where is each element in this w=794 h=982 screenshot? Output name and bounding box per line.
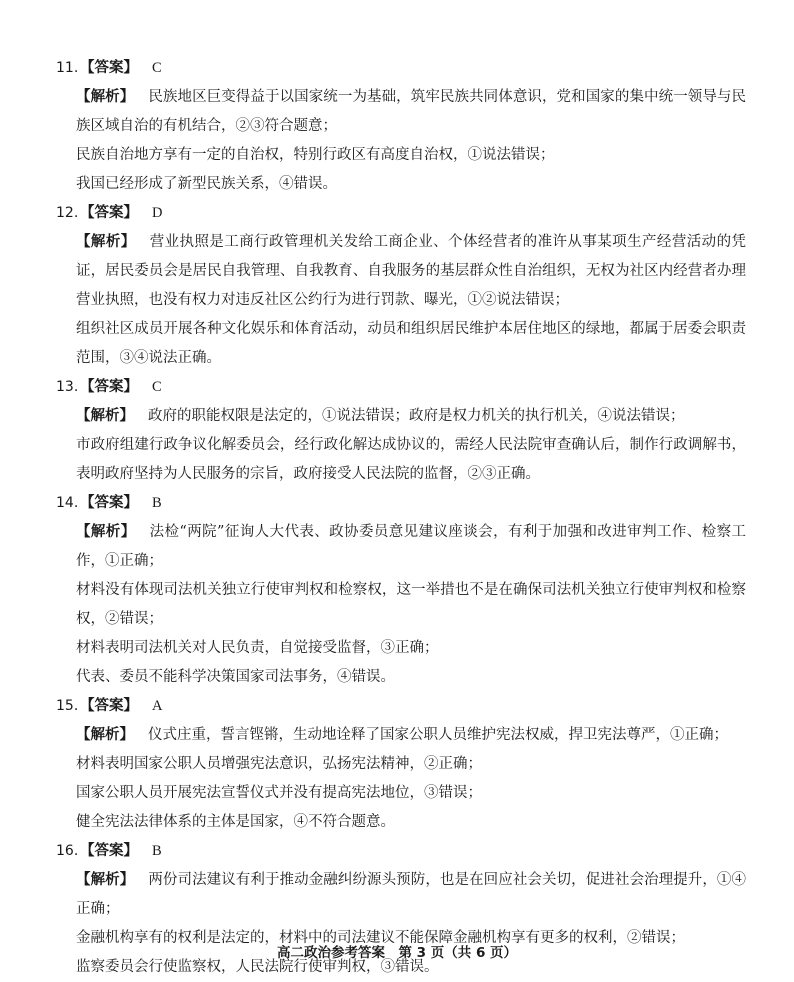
page-footer: 高二政治参考答案 第 3 页（共 6 页）	[276, 945, 518, 961]
question-number: 13.	[56, 379, 79, 395]
analysis-paragraph	[56, 402, 746, 431]
answer-row	[56, 837, 746, 866]
answer-label: 【答案】	[80, 205, 138, 221]
analysis-paragraph	[56, 779, 746, 808]
analysis-text: 金融机构享有的权利是法定的，材料中的司法建议不能保障金融机构享有更多的权利，②错误；	[76, 930, 685, 946]
answer-row	[56, 199, 746, 228]
question-block	[56, 54, 746, 199]
analysis-label: 【解析】	[76, 524, 136, 540]
analysis-paragraph	[56, 228, 746, 315]
analysis-paragraph	[56, 315, 746, 373]
answer-choice: A	[152, 698, 163, 714]
answer-label: 【答案】	[80, 698, 138, 714]
analysis-text: 健全宪法法律体系的主体是国家，④不符合题意。	[76, 814, 395, 830]
question-number: 11.	[56, 60, 79, 76]
analysis-text: 材料表明司法机关对人民负责，自觉接受监督，③正确；	[76, 640, 439, 656]
analysis-label: 【解析】	[76, 234, 136, 250]
answer-row	[56, 373, 746, 402]
analysis-text: 国家公职人员开展宪法宣誓仪式并没有提高宪法地位，③错误；	[76, 785, 482, 801]
answer-row	[56, 692, 746, 721]
analysis-label: 【解析】	[76, 872, 135, 888]
answer-list	[56, 54, 746, 982]
analysis-paragraph	[56, 634, 746, 663]
question-number: 14.	[56, 495, 79, 511]
analysis-paragraph	[56, 170, 746, 199]
analysis-paragraph	[56, 750, 746, 779]
answer-row	[56, 489, 746, 518]
analysis-text: 材料表明国家公职人员增强宪法意识，弘扬宪法精神，②正确；	[76, 756, 482, 772]
analysis-paragraph	[56, 518, 746, 576]
answer-choice: D	[152, 205, 163, 221]
analysis-text: 代表、委员不能科学决策国家司法事务，④错误。	[76, 669, 395, 685]
answer-choice: B	[152, 843, 162, 859]
analysis-label: 【解析】	[76, 408, 134, 424]
analysis-label: 【解析】	[76, 727, 134, 743]
question-number: 12.	[56, 205, 79, 221]
analysis-text: 民族地区巨变得益于以国家统一为基础，筑牢民族共同体意识，党和国家的集中统一领导与民族区域自治的有机结合，②③符合题意；	[76, 89, 747, 134]
question-block	[56, 692, 746, 837]
analysis-paragraph	[56, 141, 746, 170]
analysis-paragraph	[56, 83, 746, 141]
analysis-text: 组织社区成员开展各种文化娱乐和体育活动，动员和组织居民维护本居住地区的绿地，都属于居委会职责范围，③④说法正确。	[76, 321, 746, 366]
answer-label: 【答案】	[80, 379, 138, 395]
answer-row	[56, 54, 746, 83]
answer-choice: C	[152, 60, 162, 76]
question-number: 15.	[56, 698, 79, 714]
answer-choice: B	[152, 495, 162, 511]
analysis-label: 【解析】	[76, 89, 135, 105]
question-number: 16.	[56, 843, 79, 859]
question-block	[56, 373, 746, 489]
answer-label: 【答案】	[80, 495, 138, 511]
analysis-text: 市政府组建行政争议化解委员会，经行政化解达成协议的，需经人民法院审查确认后，制作行政调解书，表明政府坚持为人民服务的宗旨，政府接受人民法院的监督，②③正确。	[76, 437, 746, 482]
analysis-text: 我国已经形成了新型民族关系，④错误。	[76, 176, 337, 192]
question-block	[56, 199, 746, 373]
analysis-paragraph	[56, 866, 746, 924]
analysis-text: 监察委员会行使监察权，人民法院行使审判权，③错误。	[76, 959, 439, 975]
analysis-text: 法检“两院”征询人大代表、政协委员意见建议座谈会，有利于加强和改进审判工作、检察工作，①正确；	[76, 524, 746, 569]
analysis-text: 政府的职能权限是法定的，①说法错误；政府是权力机关的执行机关，④说法错误；	[148, 408, 685, 424]
analysis-text: 两份司法建议有利于推动金融纠纷源头预防，也是在回应社会关切，促进社会治理提升，①④正确；	[76, 872, 747, 917]
question-block	[56, 489, 746, 692]
answer-choice: C	[152, 379, 162, 395]
analysis-paragraph	[56, 663, 746, 692]
analysis-paragraph	[56, 721, 746, 750]
analysis-paragraph	[56, 576, 746, 634]
analysis-text: 民族自治地方享有一定的自治权，特别行政区有高度自治权，①说法错误；	[76, 147, 555, 163]
analysis-text: 仪式庄重，誓言铿锵，生动地诠释了国家公职人员维护宪法权威，捍卫宪法尊严，①正确；	[148, 727, 728, 743]
analysis-paragraph	[56, 808, 746, 837]
analysis-text: 营业执照是工商行政管理机关发给工商企业、个体经营者的准许从事某项生产经营活动的凭证，居民委员会是居民自我管理、自我教育、自我服务的基层群众性自治组织，无权为社区内经营者办理营业执照，也没有权力对违反社区公约行为进行罚款、曝光，①②说法错误；	[76, 234, 747, 308]
analysis-paragraph	[56, 431, 746, 489]
answer-label: 【答案】	[80, 60, 138, 76]
answer-label: 【答案】	[80, 843, 138, 859]
analysis-text: 材料没有体现司法机关独立行使审判权和检察权，这一举措也不是在确保司法机关独立行使审判权和检察权，②错误；	[76, 582, 746, 627]
